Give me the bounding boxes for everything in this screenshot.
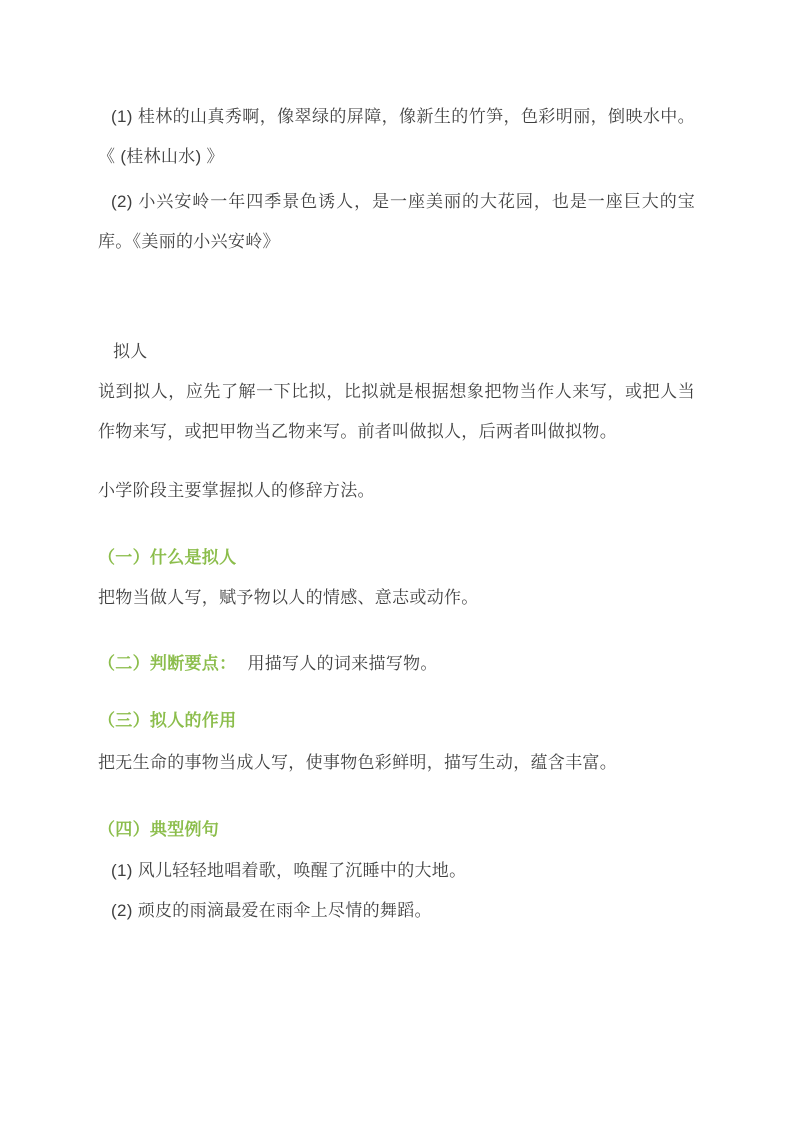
note-paragraph: 小学阶段主要掌握拟人的修辞方法。 xyxy=(98,481,375,500)
topic-title: 拟人 xyxy=(113,342,148,361)
section-heading-2: （二）判断要点： xyxy=(98,654,237,673)
section-heading-3: （三）拟人的作用 xyxy=(98,711,237,730)
section-body-3: 把无生命的事物当成人写，使事物色彩鲜明，描写生动，蕴含丰富。 xyxy=(98,753,617,772)
section-heading-4: （四）典型例句 xyxy=(98,820,220,839)
typical-example-1: (1) 风儿轻轻地唱着歌，唤醒了沉睡中的大地。 xyxy=(111,861,467,880)
typical-example-2: (2) 顽皮的雨滴最爱在雨伞上尽情的舞蹈。 xyxy=(111,901,432,920)
section-line-2 xyxy=(98,644,695,684)
metaphor-example-2: (2) 小兴安岭一年四季景色诱人，是一座美丽的大花园，也是一座巨大的宝库。《美丽的小兴安岭》 xyxy=(98,192,695,251)
section-body-2: 用描写人的词来描写物。 xyxy=(247,654,438,673)
section-body-1: 把物当做人写，赋予物以人的情感、意志或动作。 xyxy=(98,588,479,607)
intro-paragraph: 说到拟人，应先了解一下比拟，比拟就是根据想象把物当作人来写，或把人当作物来写，或把甲物当乙物来写。前者叫做拟人，后两者叫做拟物。 xyxy=(98,382,695,441)
section-heading-1: （一）什么是拟人 xyxy=(98,548,237,567)
metaphor-example-1: (1) 桂林的山真秀啊，像翠绿的屏障，像新生的竹笋，色彩明丽，倒映水中。《 (桂林山水) 》 xyxy=(98,107,695,166)
